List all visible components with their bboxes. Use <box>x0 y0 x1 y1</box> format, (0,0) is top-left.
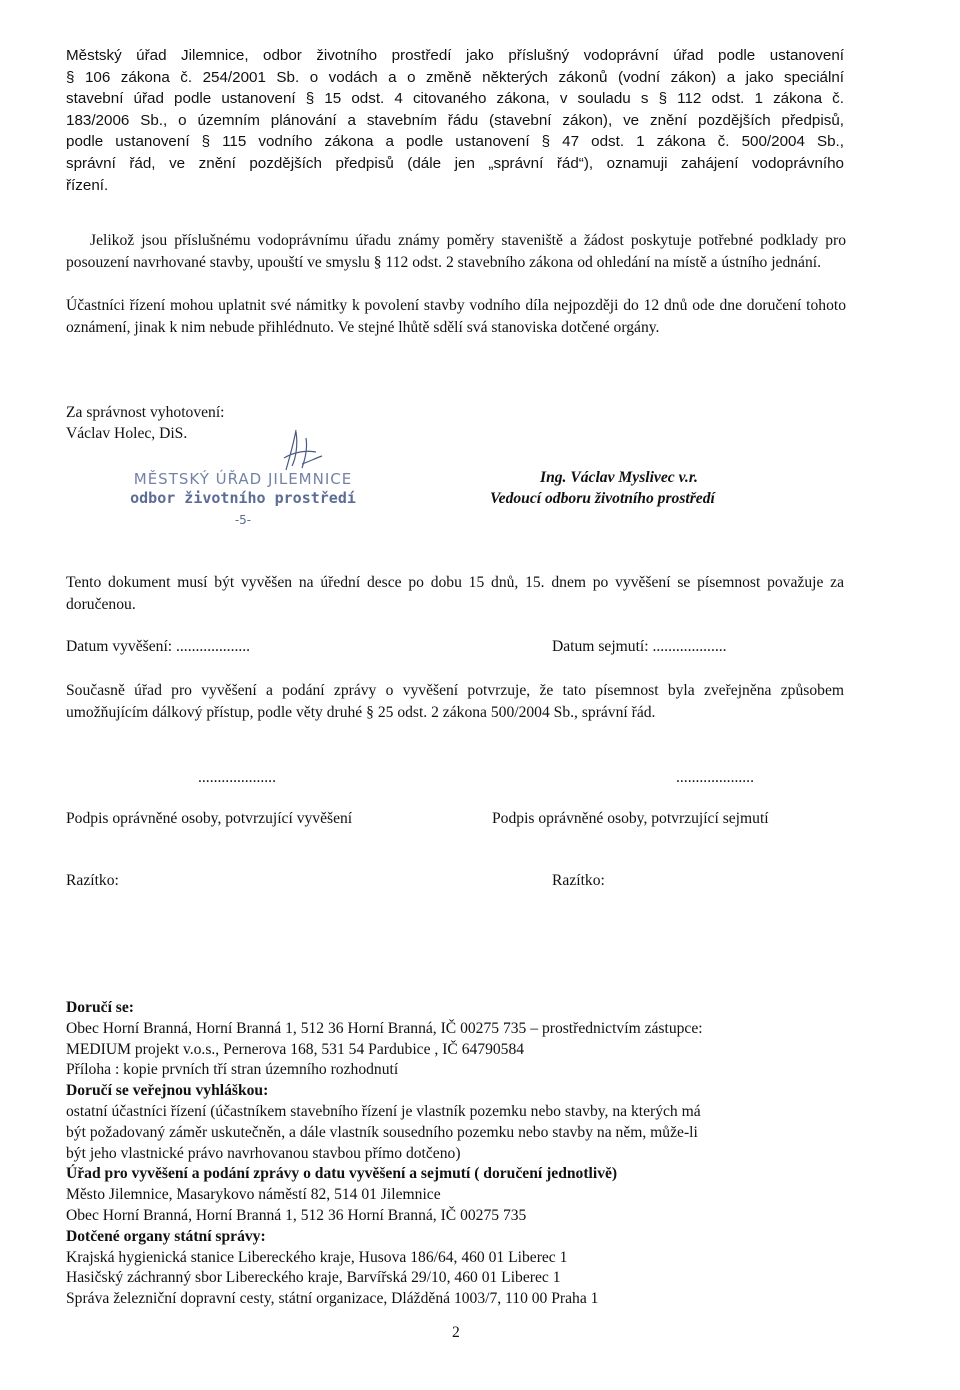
stamp-line-1: MĚSTSKÝ ÚŘAD JILEMNICE <box>133 470 353 488</box>
posting-office-line: Obec Horní Branná, Horní Branná 1, 512 36 Horní Branná, IČ 00275 735 <box>66 1206 527 1224</box>
head-name: Ing. Václav Myslivec v.r. <box>540 469 698 486</box>
signature-label-removal: Podpis oprávněné osoby, potvrzující sejmutí <box>492 810 769 827</box>
distribution-list <box>66 998 856 1310</box>
office-stamp <box>118 470 368 527</box>
signature-dots-left: .................... <box>198 769 276 786</box>
authorities-heading: Dotčené organy státní správy: <box>66 1227 266 1245</box>
intro-line: řízení. <box>66 176 109 194</box>
head-title: Vedoucí odboru životního prostředí <box>490 490 715 507</box>
stamp-line-2: odbor životního prostředí <box>130 489 356 507</box>
intro-line: Městský úřad Jilemnice, odbor životního prostředí jako příslušný vodoprávní úřad podle ustanovení <box>66 47 844 64</box>
posting-office-line: Město Jilemnice, Masarykovo náměstí 82, 514 01 Jilemnice <box>66 1186 441 1204</box>
stamp-label-right: Razítko: <box>552 872 605 889</box>
deliver-attachment: Příloha : kopie prvních tří stran územního rozhodnutí <box>66 1061 399 1079</box>
intro-line: stavební úřad podle ustanovení § 15 odst. 4 citovaného zákona, v souladu s § 112 odst. 1 zákona č. <box>66 90 844 108</box>
intro-line: podle ustanovení § 115 vodního zákona a podle ustanovení § 47 odst. 1 zákona č. 500/2004 Sb., <box>66 133 844 151</box>
date-posted-label: Datum vyvěšení: ................... <box>66 638 251 655</box>
date-removed-label: Datum sejmutí: ................... <box>552 638 727 655</box>
posting-office-heading: Úřad pro vyvěšení a podání zprávy o datu vyvěšení a sejmutí ( doručení jednotlivě) <box>66 1165 618 1183</box>
public-notice-line: být požadovaný záměr uskutečněn, a dále vlastník sousedního pozemku nebo stavby na něm, může-li <box>66 1123 698 1141</box>
page-number: 2 <box>452 1324 460 1341</box>
stamp-label-left: Razítko: <box>66 872 119 889</box>
handwritten-initials <box>276 428 326 474</box>
signature-dots-right: .................... <box>676 769 754 786</box>
public-notice-line: být jeho vlastnické právo navrhovanou stavbou přímo dotčeno) <box>66 1144 461 1162</box>
objections-paragraph: Účastníci řízení mohou uplatnit své námitky k povolení stavby vodního díla nejpozději do 12 dnů ode dne doručení tohoto oznámení, jinak k nim nebude přihlédnuto. Ve stejné lhůtě sdělí svá stanoviska dotčené orgány. <box>66 297 846 336</box>
stamp-line-3: -5- <box>234 513 252 527</box>
deliver-recipient: Obec Horní Branná, Horní Branná 1, 512 36 Horní Branná, IČ 00275 735 – prostřednictvím zástupce: <box>66 1019 703 1037</box>
correctness-label: Za správnost vyhotovení: <box>66 404 225 421</box>
intro-line: správní řád, ve znění pozdějších předpisů (dále jen „správní řád“), oznamuji zahájení vodoprávního <box>66 154 844 172</box>
authority-line: Krajská hygienická stanice Libereckého kraje, Husova 186/64, 460 01 Liberec 1 <box>66 1248 568 1266</box>
intro-line: 183/2006 Sb., o územním plánování a stavebním řádu (stavební zákon), ve znění pozdějších předpisů, <box>66 111 844 129</box>
public-notice-line: ostatní účastníci řízení (účastníkem stavebního řízení je vlastník pozemku nebo stavby, na kterých má <box>66 1102 701 1120</box>
authority-line: Správa železniční dopravní cesty, státní organizace, Dlážděná 1003/7, 110 00 Praha 1 <box>66 1290 599 1308</box>
authority-line: Hasičský záchranný sbor Libereckého kraje, Barvířská 29/10, 460 01 Liberec 1 <box>66 1269 561 1287</box>
intro-line: § 106 zákona č. 254/2001 Sb. o vodách a o změně některých zákonů (vodní zákon) a jako speciální <box>66 68 844 86</box>
intro-paragraph <box>66 45 844 196</box>
inspection-paragraph: Jelikož jsou příslušnému vodoprávnímu úřadu známy poměry staveniště a žádost poskytuje potřebné podklady pro posouzení navrhované stavby, upouští ve smyslu § 112 odst. 2 stavebního zákona od ohledání na místě a ústního jednání. <box>66 232 846 271</box>
deliver-representative: MEDIUM projekt v.o.s., Pernerova 168, 531 54 Pardubice , IČ 64790584 <box>66 1040 525 1058</box>
correctness-name: Václav Holec, DiS. <box>66 425 188 442</box>
deliver-heading: Doručí se: <box>66 999 134 1016</box>
posting-notice: Tento dokument musí být vyvěšen na úřední desce po dobu 15 dnů, 15. dnem po vyvěšení se písemnost považuje za doručenou. <box>66 574 844 613</box>
signature-label-posting: Podpis oprávněné osoby, potvrzující vyvěšení <box>66 810 353 827</box>
public-notice-heading: Doručí se veřejnou vyhláškou: <box>66 1082 269 1100</box>
publication-confirmation: Současně úřad pro vyvěšení a podání zprávy o vyvěšení potvrzuje, že tato písemnost byla zveřejněna způsobem umožňujícím dálkový přístup, podle věty druhé § 25 odst. 2 zákona 500/2004 Sb., správní řád. <box>66 682 844 721</box>
